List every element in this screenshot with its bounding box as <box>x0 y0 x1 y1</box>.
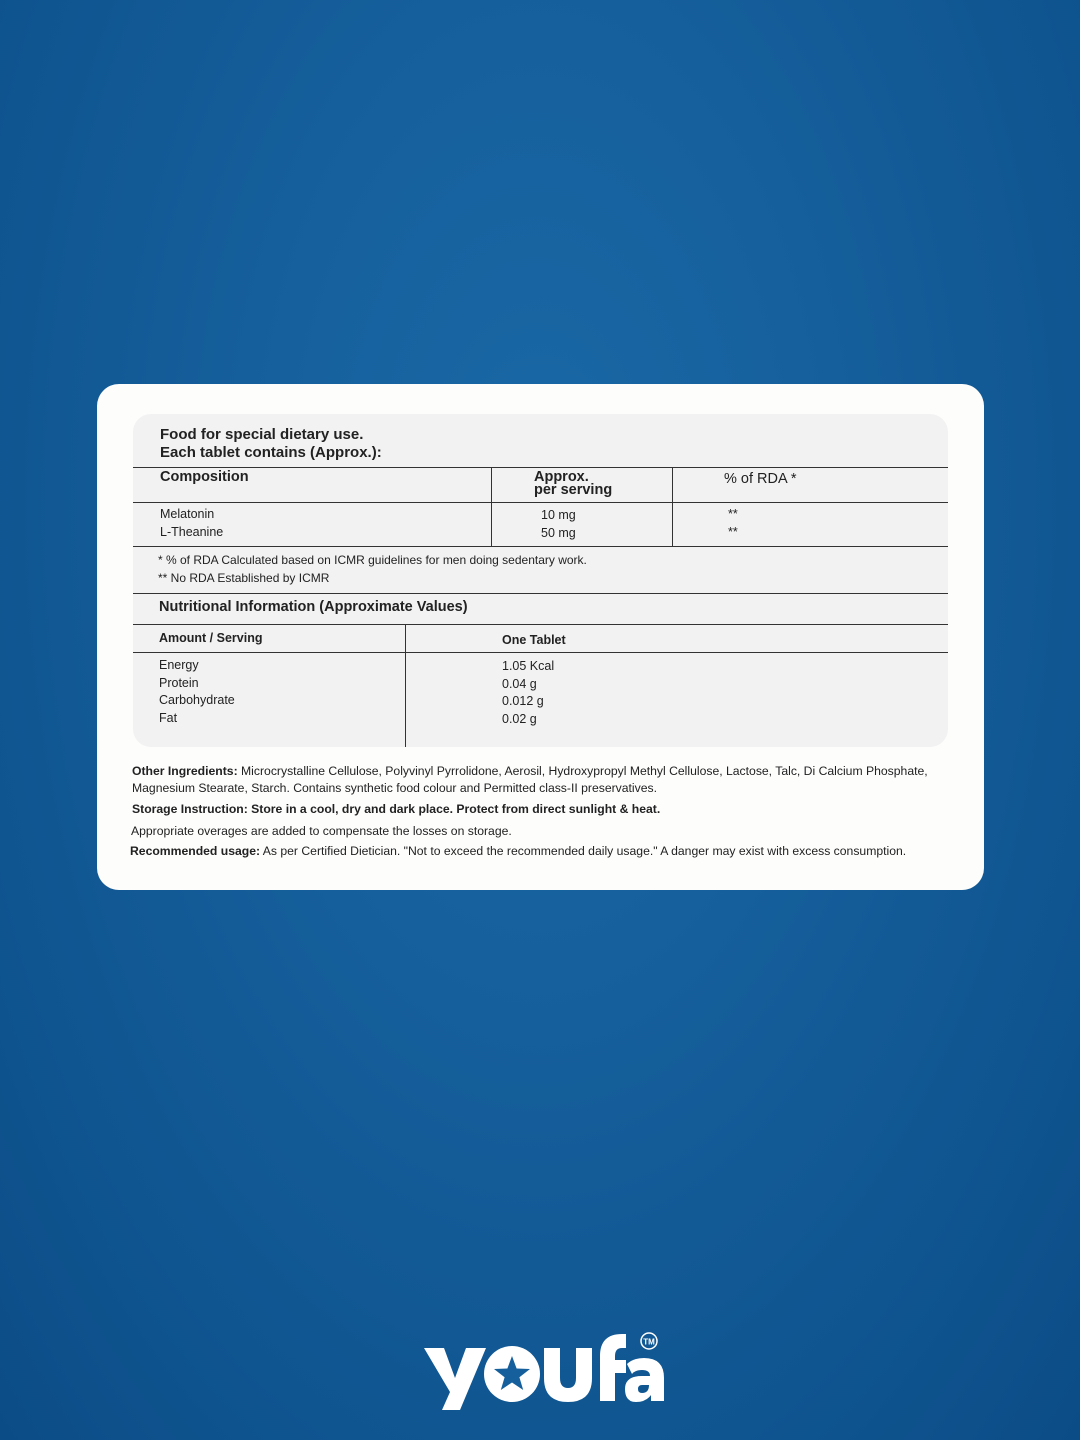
composition-row-name: Melatonin <box>160 507 215 521</box>
divider <box>133 624 948 625</box>
composition-row-amount: 10 mg <box>541 508 576 522</box>
label-card <box>97 384 984 890</box>
divider <box>133 502 948 503</box>
other-ingredients-line-1 <box>132 764 928 778</box>
nutrition-row-value: 1.05 Kcal <box>502 659 555 673</box>
composition-row-amount: 50 mg <box>541 526 576 540</box>
approx-header-line-2: per serving <box>534 482 613 498</box>
column-divider <box>672 467 673 546</box>
nutrition-title: Nutritional Information (Approximate Values) <box>159 599 468 615</box>
composition-row-name: L-Theanine <box>160 525 224 539</box>
composition-header: Composition <box>160 469 249 485</box>
nutrition-row-value: 0.02 g <box>502 712 537 726</box>
other-ingredients-label: Other Ingredients: <box>132 764 238 778</box>
rda-note: ** No RDA Established by ICMR <box>158 571 330 585</box>
recommended-usage-text: As per Certified Dietician. "Not to exceed the recommended daily usage." A danger may exist with excess consumption. <box>262 844 907 858</box>
column-divider <box>405 624 406 747</box>
rda-header: % of RDA * <box>724 471 797 487</box>
trademark-symbol: TM <box>643 1337 655 1347</box>
approx-header-line-1: Approx. <box>534 469 589 485</box>
divider <box>133 467 948 468</box>
overages-note: Appropriate overages are added to compensate the losses on storage. <box>131 824 512 838</box>
recommended-usage <box>130 844 906 858</box>
table-panel <box>133 414 948 747</box>
composition-row-rda: ** <box>728 507 738 521</box>
nutrition-row-name: Protein <box>159 676 199 690</box>
nutrition-row-value: 0.04 g <box>502 677 537 691</box>
nutrition-row-name: Energy <box>159 658 199 672</box>
other-ingredients-text: Microcrystalline Cellulose, Polyvinyl Pyrrolidone, Aerosil, Hydroxypropyl Methyl Cellulose, Lactose, Talc, Di Calcium Phosphate, <box>241 764 928 778</box>
rda-note: * % of RDA Calculated based on ICMR guidelines for men doing sedentary work. <box>158 553 587 567</box>
youfa-logo <box>420 1326 665 1426</box>
heading-line-1: Food for special dietary use. <box>160 426 364 443</box>
nutrition-row-name: Fat <box>159 711 178 725</box>
divider <box>133 593 948 594</box>
divider <box>133 546 948 547</box>
recommended-usage-label: Recommended usage: <box>130 844 261 858</box>
other-ingredients-line-2: Magnesium Stearate, Starch. Contains synthetic food colour and Permitted class-II preservatives. <box>132 781 657 795</box>
nutrition-row-value: 0.012 g <box>502 694 544 708</box>
column-divider <box>491 467 492 546</box>
one-tablet-header: One Tablet <box>502 633 566 647</box>
divider <box>133 652 948 653</box>
storage-instruction: Storage Instruction: Store in a cool, dry and dark place. Protect from direct sunlight & heat. <box>132 802 661 816</box>
amount-serving-header: Amount / Serving <box>159 631 263 645</box>
composition-row-rda: ** <box>728 525 738 539</box>
heading-line-2: Each tablet contains (Approx.): <box>160 444 382 461</box>
nutrition-row-name: Carbohydrate <box>159 693 235 707</box>
